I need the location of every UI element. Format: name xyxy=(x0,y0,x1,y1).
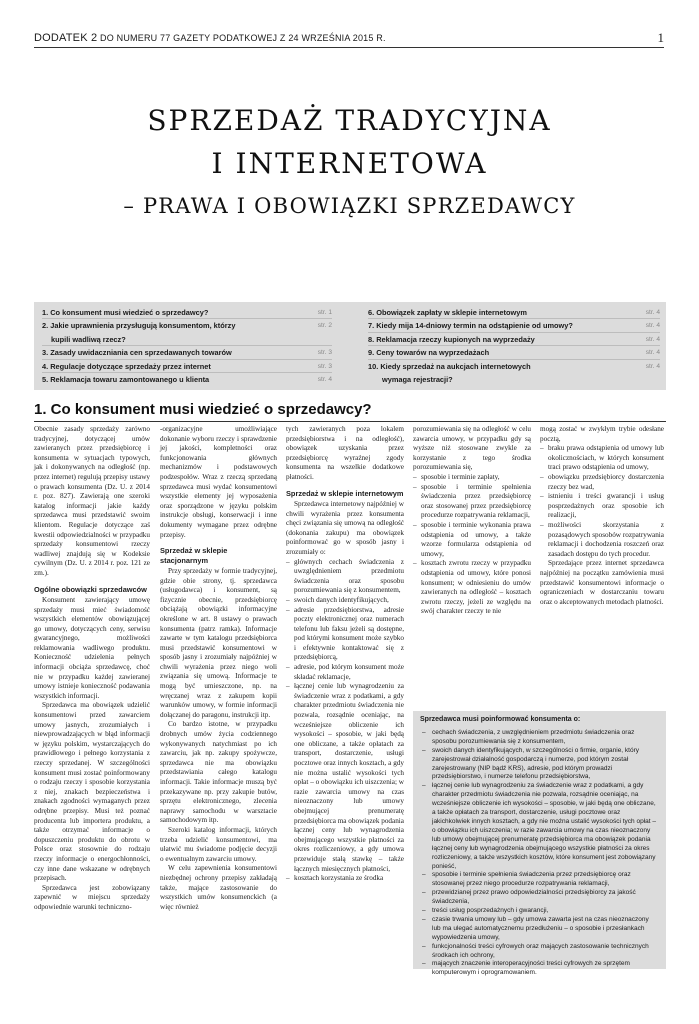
list-item: – kosztach zwrotu rzeczy w przypadku odstąpienia od umowy, które ponosi konsument; w odniesieniu do umów zawieranych na odległość – kosztach zwrotu rzeczy, jeżeli ze względu na swój charakter rzeczy te nie xyxy=(413,559,531,617)
toc-item-label: 5. Reklamacja towaru zamontowanego u klienta xyxy=(42,374,210,384)
toc-item[interactable] xyxy=(42,360,332,373)
list-item: – kosztach korzystania ze środka xyxy=(286,874,404,884)
info-box-item: – łącznej cenie lub wynagrodzeniu za świadczenie wraz z podatkami, a gdy charakter przedmiotu świadczenia nie pozwala, rozsądnie oceniając, na wcześniejsze obliczenie ich wysokości – sposobie, w jaki będą one obliczane, a także opłatach za transport, dostarczenie, usługi pocztowe oraz jakichkolwiek innych kosztach, a gdy nie można ustalić wysokości tych opłat – o obowiązku ich uiszczenia; w razie zawarcia umowy na czas nieoznaczony lub umowy obejmującej prenumeratę przedsiębiorca ma obowiązek podania łącznej ceny lub wynagrodzenia obejmującego wszystkie płatności za okres rozliczeniowy, a także wszystkich kosztów, które konsument jest zobowiązany ponieść, xyxy=(420,782,659,871)
title-line-2: I INTERNETOWA xyxy=(211,147,488,180)
info-box xyxy=(413,711,666,977)
toc-item-label: wymaga rejestracji? xyxy=(382,374,453,384)
header-text xyxy=(34,32,386,44)
info-box-item: – swoich danych identyfikujących, w szczególności o firmie, organie, który zarejestrował działalność gospodarczą i numerze, pod którym został zarejestrowany (NIP bądź KRS), adresie, pod którym prowadzi przedsiębiorstwo, i numerze telefonu przedsiębiorstwa, xyxy=(420,747,659,783)
list-item: – głównych cechach świadczenia z uwzględnieniem przedmiotu świadczenia oraz sposobu porozumiewania się z konsumentem, xyxy=(286,558,404,596)
header-issue: DO NUMERU 77 GAZETY PODATKOWEJ Z 24 WRZEŚNIA 2015 R. xyxy=(100,33,386,43)
paragraph: Obecnie zasady sprzedaży zarówno tradycyjnej, dotyczącej umów zawieranych przez przedsiębiorcę i konsumenta w sytuacjach typowych, jak i dokonywanych na odległość (np. przez internet) regulują przepisy ustawy o prawach konsumenta (Dz. U. z 2014 r. poz. 827). Zawierają one szeroki katalog informacji jakie każdy sprzedawca musi przedstawić swoim klientom. Regulacje dotyczące zaś kwestii odpowiedzialności w przypadku sprzedaży konsumentowi rzeczy wadliwej znajdują się w Kodeksie cywilnym (Dz. U. z 2014 r. poz. 121 ze zm.). xyxy=(34,425,150,577)
header-prefix: DODATEK 2 xyxy=(34,32,98,44)
toc-item-label: 7. Kiedy mija 14-dniowy termin na odstąpienie od umowy? xyxy=(368,321,573,331)
article-column-3 xyxy=(286,425,404,884)
toc-item-page: str. 1 xyxy=(317,309,332,316)
info-box-list xyxy=(420,729,659,978)
subheading: Ogólne obowiązki sprzedawców xyxy=(34,584,147,594)
title-subtitle: – PRAWA I OBOWIĄZKI SPRZEDAWCY xyxy=(123,194,576,218)
toc-item-page: str. 4 xyxy=(645,349,660,357)
list-item: – obowiązku przedsiębiorcy dostarczenia rzeczy bez wad, xyxy=(540,473,664,492)
paragraph: Sprzedawca jest zobowiązany zapewnić w miejscu sprzedaży odpowiednie warunki techniczno- xyxy=(34,883,150,911)
toc-item[interactable] xyxy=(368,360,660,373)
toc-item-continued[interactable] xyxy=(368,373,660,386)
page-header xyxy=(34,30,664,48)
toc-item-label: 1. Co konsument musi wiedzieć o sprzedawcy? xyxy=(42,308,209,317)
paragraph: Sprzedawca internetowy najpóźniej w chwili wyrażenia przez konsumenta chęci związania się umową na odległość (dokonania zakupu) ma obowiązek poinformować go w sposób jasny i zrozumiały o: xyxy=(286,499,404,556)
obligations-list xyxy=(413,473,531,617)
article-column-4 xyxy=(413,425,531,617)
toc-item-continued[interactable] xyxy=(42,333,332,346)
list-item: – sposobie i terminie spełnienia świadczenia przez przedsiębiorcę oraz stosowanej przez przedsiębiorcę procedurze rozpatrywania reklamacji, xyxy=(413,483,531,521)
toc-item-label: 10. Kiedy sprzedaż na aukcjach internetowych xyxy=(368,361,531,371)
toc-item-label: 6. Obowiązek zapłaty w sklepie internetowym xyxy=(368,308,527,317)
section-heading: 1. Co konsument musi wiedzieć o sprzedawcy? xyxy=(34,401,372,418)
list-item: – adresie, pod którym konsument może składać reklamacje, xyxy=(286,663,404,682)
toc-item-label: 9. Ceny towarów na wyprzedażach xyxy=(368,348,490,358)
info-box-item: – funkcjonalności treści cyfrowych oraz mających zastosowanie technicznych środkach ich ochrony, xyxy=(420,943,659,961)
toc-right-column xyxy=(368,306,660,386)
paragraph: Szeroki katalog informacji, których trzeba udzielić konsumentowi, ma ułatwić mu świadome podjęcie decyzji o ewentualnym zawarciu umowy. xyxy=(160,825,277,863)
toc-item[interactable] xyxy=(42,319,332,332)
list-item: – łącznej cenie lub wynagrodzeniu za świadczenie wraz z podatkami, a gdy charakter przedmiotu świadczenia nie pozwala, rozsądnie oceniając, na wcześniejsze obliczenie ich wysokości – sposobie, w jaki będą one obliczane, a także opłatach za transport, dostarczenie, usługi pocztowe oraz innych kosztach, a gdy nie można ustalić wysokości tych opłat – o obowiązku ich uiszczenia; w razie zawarcia umowy na czas nieoznaczony lub umowy obejmującej prenumeratę przedsiębiorca ma obowiązek podania łącznej ceny lub wynagrodzenia obejmującego wszystkie płatności za okres rozliczeniowy, a gdy umowa przewiduje stałą stawkę – także łącznych miesięcznych płatności, xyxy=(286,682,404,874)
info-box-item: – przewidzianej przez prawo odpowiedzialności przedsiębiorcy za jakość świadczenia, xyxy=(420,889,659,907)
list-item: – istnieniu i treści gwarancji i usług posprzedażnych oraz sposobie ich realizacji, xyxy=(540,492,664,521)
paragraph: porozumiewania się na odległość w celu zawarcia umowy, w przypadku gdy są wyższe niż stosowane zwykle za korzystanie z tego środka porozumiewania się, xyxy=(413,425,531,472)
toc-item-label: kupili wadliwą rzecz? xyxy=(51,334,126,344)
title-line-1: SPRZEDAŻ TRADYCYJNA xyxy=(147,104,552,137)
page-number: 1 xyxy=(657,30,664,45)
toc-item-page: str. 4 xyxy=(645,362,660,370)
toc-item[interactable] xyxy=(368,346,660,359)
toc-item[interactable] xyxy=(368,306,660,319)
toc-item[interactable] xyxy=(42,346,332,359)
paragraph: Sprzedawca ma obowiązek udzielić konsumentowi przed zawarciem umowy jasnych, zrozumiałych i niewprowadzających w błąd informacji w języku polskim, wystarczających do prawidłowego i pełnego korzystania z rzeczy sprzedanej. W szczególności konsument musi zostać poinformowany o rodzaju rzeczy i sposobie korzystania z niej, znakach bezpieczeństwa i znakach zgodności wymaganych przez odrębne przepisy. Musi też poznać producenta lub importera produktu, a także otrzymać informacje o dopuszczeniu produktu do obrotu w Polsce oraz stosownie do rodzaju rzeczy informacje o energochłonności, czy inne dane wskazane w odrębnych przepisach. xyxy=(34,701,150,883)
list-item: – sposobie i terminie zapłaty, xyxy=(413,473,531,483)
paragraph: Konsument zawierający umowę sprzedaży musi mieć świadomość wszystkich elementów obowiązującej go umowy, dotyczących ceny, serwisu gwarancyjnego, możliwości reklamowania wadliwego produktu. Konieczność udzielenia pełnych informacji obciąża sprzedawcę, choć nie w przypadku każdej zawieranej umowy istnieje konieczność podawania wszystkich informacji. xyxy=(34,595,150,700)
toc-item[interactable] xyxy=(42,306,332,319)
toc-item-page: str. 4 xyxy=(645,309,660,316)
toc-item-page: str. 3 xyxy=(317,362,332,370)
obligations-list xyxy=(286,558,404,884)
subheading: Sprzedaż w sklepie internetowym xyxy=(286,488,404,498)
subheading: Sprzedaż w sklepie stacjonarnym xyxy=(160,546,228,565)
toc-left-column xyxy=(42,306,332,386)
paragraph: Przy sprzedaży w formie tradycyjnej, gdzie obie strony, tj. sprzedawca (usługodawca) i konsument, są fizycznie obecnie, przedsiębiorcę obciążają obowiązki informacyjne określone w art. 8 ustawy o prawach konsumenta (patrz ramka). Informacje zawarte w tym katalogu przedsiębiorca musi przedstawić konsumentowi w sposób jasny i zrozumiały najpóźniej w chwili wyrażenia przez niego woli związania się umową. Informacje te mogą być umieszczone, np. na wręczanej wraz z zakupem kopii warunków umowy, w formie informacji dołączanej do paragonu, instrukcji itp. xyxy=(160,566,277,719)
article-column-5 xyxy=(540,425,664,607)
article-column-1 xyxy=(34,425,150,913)
table-of-contents xyxy=(34,302,666,390)
info-box-title: Sprzedawca musi poinformować konsumenta o: xyxy=(420,716,581,723)
obligations-list xyxy=(540,444,664,559)
paragraph: -organizacyjne umożliwiające dokonanie wyboru rzeczy i sprawdzenie jej jakości, kompletności oraz funkcjonowania głównych mechanizmów i podstawowych podzespołów. Wraz z rzeczą sprzedaną sprzedawca musi wydać konsumentowi wszystkie elementy jej wyposażenia oraz sporządzone w języku polskim instrukcje obsługi, konserwacji i inne dokumenty wymagane przez odrębne przepisy. xyxy=(160,425,277,539)
paragraph: Co bardzo istotne, w przypadku drobnych umów życia codziennego wykonywanych natychmiast po ich zawarciu, jak np. zakupy spożywcze, sprzedawca nie ma obowiązku przedstawiania całego katalogu informacji. Takie informacje muszą być przekazywane np. przy zakupie butów, sprzętu elektronicznego, zlecenia naprawy samochodu w warsztacie samochodowym itp. xyxy=(160,720,277,825)
toc-item-label: 8. Reklamacja rzeczy kupionych na wyprzedaży xyxy=(368,334,535,344)
paragraph: Sprzedające przez internet sprzedawca najpóźniej na początku zamówienia musi przedstawić konsumentowi informacje o ograniczeniach w dostarczaniu towaru oraz o akceptowanych metodach płatności. xyxy=(540,559,664,606)
info-box-item: – treści usług posprzedażnych i gwarancji, xyxy=(420,907,659,916)
list-item: – braku prawa odstąpienia od umowy lub okolicznościach, w których konsument traci prawo odstąpienia od umowy, xyxy=(540,444,664,473)
article-column-2 xyxy=(160,425,277,912)
toc-item-page: str. 2 xyxy=(317,322,332,330)
list-item: – sposobie i terminie wykonania prawa odstąpienia od umowy, a także wzorze formularza odstąpienia od umowy, xyxy=(413,521,531,559)
toc-item[interactable] xyxy=(368,333,660,346)
toc-item-label: 2. Jakie uprawnienia przysługują konsumentom, którzy xyxy=(42,321,236,331)
toc-item-label: 4. Regulacje dotyczące sprzedaży przez internet xyxy=(42,361,211,371)
paragraph: mogą zostać w zwykłym trybie odesłane pocztą, xyxy=(540,425,664,443)
paragraph: W celu zapewnienia konsumentowi niezbędnej ochrony przepisy zakładają także, mające zastosowanie do wszystkich umów konsumenckich (a więc również xyxy=(160,864,277,911)
list-item: – możliwości skorzystania z pozasądowych sposobów rozpatrywania reklamacji i dochodzenia roszczeń oraz zasadach dostępu do tych procedur. xyxy=(540,521,664,559)
toc-item[interactable] xyxy=(42,373,332,386)
toc-item-page: str. 3 xyxy=(317,349,332,357)
toc-item-page: str. 4 xyxy=(645,335,660,343)
info-box-item: – cechach świadczenia, z uwzględnieniem przedmiotu świadczenia oraz sposobu porozumiewania się z konsumentem, xyxy=(420,729,659,747)
info-box-item: – mających znaczenie interoperacyjności treści cyfrowych ze sprzętem komputerowym i oprogramowaniem. xyxy=(420,960,659,978)
toc-item-page: str. 4 xyxy=(645,322,660,330)
info-box-item: – sposobie i terminie spełnienia świadczenia przez przedsiębiorcę oraz stosowanej przez niego procedurze rozpatrywania reklamacji, xyxy=(420,871,659,889)
toc-item-label: 3. Zasady uwidaczniania cen sprzedawanych towarów xyxy=(42,348,232,358)
toc-item[interactable] xyxy=(368,319,660,332)
section-divider xyxy=(34,421,666,422)
info-box-item: – czasie trwania umowy lub – gdy umowa zawarta jest na czas nieoznaczony lub ma ulegać automatycznemu przedłużeniu – o sposobie i przesłankach wypowiedzenia umowy, xyxy=(420,916,659,943)
toc-item-page: str. 4 xyxy=(317,375,332,383)
list-item: – swoich danych identyfikujących, xyxy=(286,596,404,606)
paragraph: tych zawieranych poza lokalem przedsiębiorstwa i na odległość), obowiązek uzyskania przez przedsiębiorcę wyraźnej zgody konsumenta na wszelkie dodatkowe płatności. xyxy=(286,425,404,481)
list-item: – adresie przedsiębiorstwa, adresie poczty elektronicznej oraz numerach telefonu lub faksu jeżeli są dostępne, pod którymi konsument może szybko i efektywnie kontaktować się z przedsiębiorcą, xyxy=(286,606,404,664)
